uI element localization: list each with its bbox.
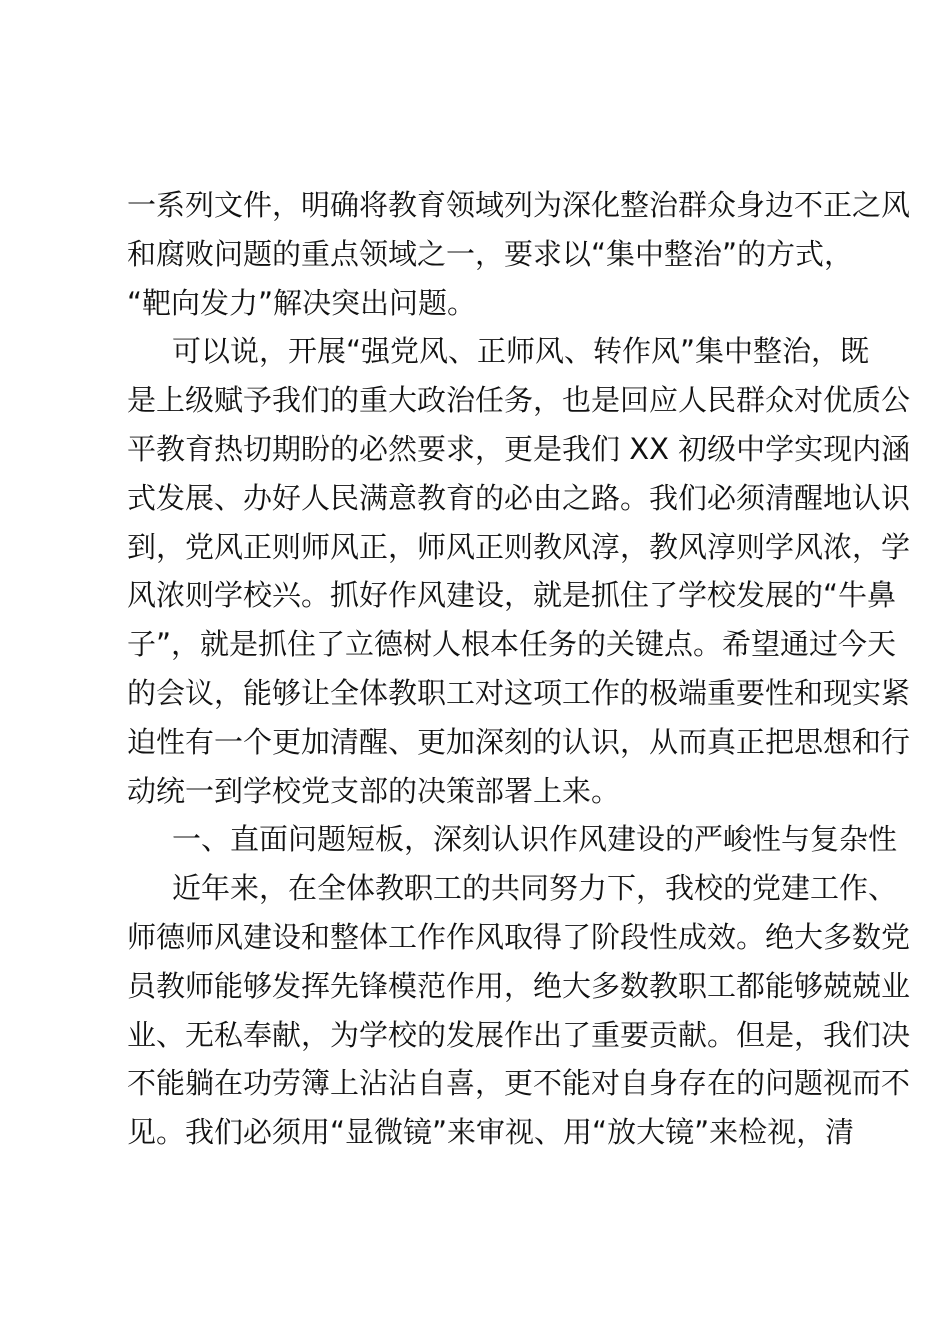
paragraph-1 [127,181,911,327]
text-line: 到，党风正则师风正，师风正则教风淳，教风淳则学风浓，学 [127,529,911,564]
section-heading [127,815,898,864]
text-line: 子”，就是抓住了立德树人根本任务的关键点。希望通过今天 [127,627,897,662]
text-line: 迫性有一个更加清醒、更加深刻的认识，从而真正把思想和行 [127,724,911,759]
text-line: 和腐败问题的重点领域之一，要求以“集中整治”的方式， [127,236,854,271]
text-line: 的会议，能够让全体教职工对这项工作的极端重要性和现实紧 [127,675,911,710]
heading-text: 一、直面问题短板，深刻认识作风建设的严峻性与复杂性 [172,822,898,857]
text-line: 平教育热切期盼的必然要求，更是我们 XX 初级中学实现内涵 [127,431,911,466]
document-body [127,181,911,1157]
text-line: 员教师能够发挥先锋模范作用，绝大多数教职工都能够兢兢业 [127,968,911,1003]
text-line: 业、无私奉献，为学校的发展作出了重要贡献。但是，我们决 [127,1017,911,1052]
text-line: 一系列文件，明确将教育领域列为深化整治群众身边不正之风 [127,188,911,222]
paragraph-2 [127,327,911,815]
text-line: “靶向发力”解决突出问题。 [127,285,477,320]
text-line: 是上级赋予我们的重大政治任务，也是回应人民群众对优质公 [127,383,911,418]
text-line: 可以说，开展“强党风、正师风、转作风”集中整治，既 [172,334,870,369]
text-line: 见。我们必须用“显微镜”来审视、用“放大镜”来检视，清 [127,1115,855,1150]
text-line: 师德师风建设和整体工作作风取得了阶段性成效。绝大多数党 [127,919,911,954]
text-line: 风浓则学校兴。抓好作风建设，就是抓住了学校发展的“牛鼻 [127,578,897,613]
text-line: 不能躺在功劳簿上沾沾自喜，更不能对自身存在的问题视而不 [127,1066,911,1101]
text-line: 近年来，在全体教职工的共同努力下，我校的党建工作、 [172,871,898,906]
text-line: 式发展、办好人民满意教育的必由之路。我们必须清醒地认识 [127,480,911,515]
text-line: 动统一到学校党支部的决策部署上来。 [127,773,621,808]
paragraph-3 [127,864,911,1157]
